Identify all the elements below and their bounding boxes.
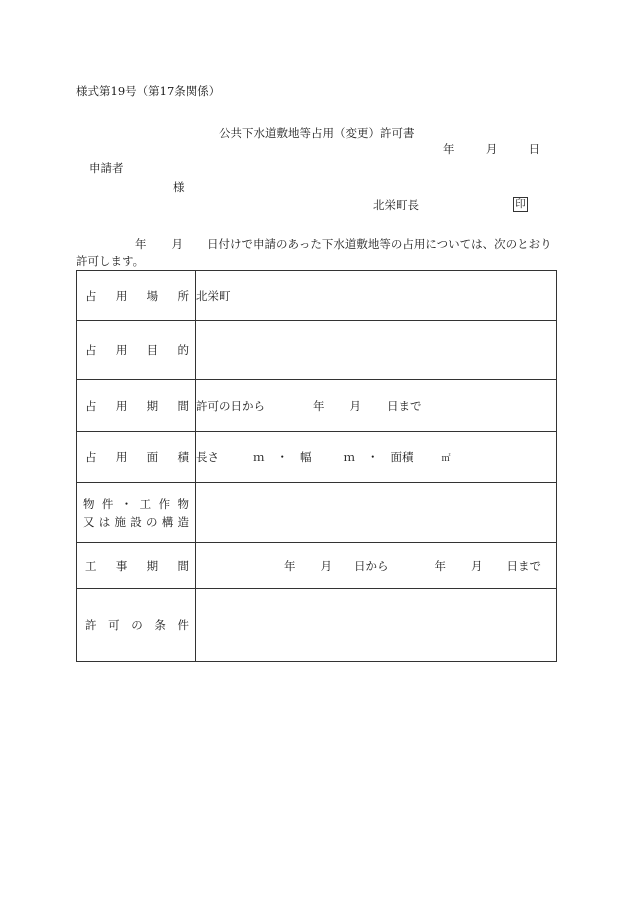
area-dot2: ・ (367, 450, 379, 464)
document-title: 公共下水道敷地等占用（変更）許可書 (219, 126, 415, 140)
body-text: 日付けで申請のあった下水道敷地等の占用については、次のとおり許可します。 (76, 237, 552, 268)
construction-month2: 月 (471, 558, 483, 573)
label-char: は (98, 514, 111, 529)
label-char: 用 (115, 343, 128, 357)
label-char: 面 (146, 450, 159, 464)
row-conditions (77, 589, 557, 662)
label-char: 事 (115, 558, 128, 573)
label-char: 構 (161, 514, 174, 529)
label-char: 期 (146, 398, 159, 413)
label-conditions (77, 589, 196, 662)
issuer: 北栄町長 (373, 198, 419, 212)
label-char: の (131, 618, 143, 632)
row-purpose (77, 321, 557, 380)
area-label: 面積 (390, 450, 414, 464)
date-year: 年 (443, 142, 455, 156)
label-char: 場 (146, 288, 159, 303)
body-month: 月 (171, 237, 183, 251)
label-char: 物 (177, 496, 189, 511)
body-year: 年 (135, 237, 147, 251)
label-char: 占 (85, 398, 97, 413)
label-char: 占 (85, 450, 97, 464)
area-length: 長さ (196, 450, 219, 464)
label-char: 作 (158, 496, 171, 511)
label-char: 設 (130, 514, 142, 529)
area-dot1: ・ (276, 450, 288, 464)
label-char: 用 (115, 398, 128, 413)
label-char: 間 (177, 398, 189, 413)
value-construction (196, 543, 557, 589)
label-char: 期 (146, 558, 159, 573)
seal-stamp (513, 196, 528, 212)
row-area (77, 432, 557, 483)
label-char: 間 (177, 558, 189, 573)
label-char: 件 (101, 496, 114, 511)
value-conditions (196, 589, 557, 662)
construction-from: 日から (354, 558, 389, 573)
label-char: 用 (115, 450, 128, 464)
form-number: 様式第19号（第17条関係） (76, 84, 221, 98)
label-period (77, 380, 196, 432)
date-day: 日 (528, 142, 541, 156)
label-char: 占 (85, 288, 97, 303)
label-char: ・ (120, 496, 133, 511)
period-prefix: 許可の日から (196, 398, 265, 413)
value-structure (196, 483, 557, 543)
construction-year1: 年 (284, 558, 296, 573)
permit-table (76, 270, 557, 662)
label-char: 的 (177, 343, 189, 357)
label-char: 工 (85, 558, 97, 573)
label-location (77, 271, 196, 321)
label-construction (77, 543, 196, 589)
seal-stamp-char: 印 (513, 197, 528, 212)
label-char: 物 (83, 496, 95, 511)
row-construction (77, 543, 557, 589)
value-purpose (196, 321, 557, 380)
label-char: 件 (177, 618, 189, 632)
area-m2: ｍ (343, 450, 355, 464)
label-area (77, 432, 196, 483)
label-char: 許 (85, 618, 97, 632)
honorific: 様 (173, 180, 185, 194)
date-month: 月 (485, 142, 498, 156)
area-m1: ｍ (253, 450, 265, 464)
body-paragraph (76, 236, 558, 270)
construction-until: 日まで (506, 558, 541, 573)
label-char: 施 (114, 514, 126, 529)
label-structure (77, 483, 196, 543)
label-char: 条 (154, 618, 166, 632)
label-char: 可 (108, 618, 120, 632)
value-period (196, 380, 557, 432)
label-char: 造 (177, 514, 189, 529)
label-char: 積 (177, 450, 189, 464)
label-char: 占 (85, 343, 97, 357)
label-char: 工 (139, 496, 152, 511)
label-char: 用 (115, 288, 128, 303)
area-width: 幅 (300, 450, 312, 464)
value-area (196, 432, 557, 483)
value-location: 北栄町 (196, 271, 557, 321)
construction-year2: 年 (434, 558, 446, 573)
label-purpose (77, 321, 196, 380)
label-char: 又 (83, 514, 95, 529)
construction-month1: 月 (320, 558, 332, 573)
label-char: の (146, 514, 158, 529)
area-unit: ㎡ (441, 454, 451, 464)
applicant-label: 申請者 (89, 161, 124, 175)
period-suffix: 日まで (387, 398, 422, 413)
label-char: 所 (177, 288, 189, 303)
period-year: 年 (313, 398, 325, 413)
label-char: 目 (146, 343, 159, 357)
row-structure (77, 483, 557, 543)
period-month: 月 (349, 398, 361, 413)
row-period (77, 380, 557, 432)
row-location (77, 271, 557, 321)
date-line (443, 141, 540, 157)
